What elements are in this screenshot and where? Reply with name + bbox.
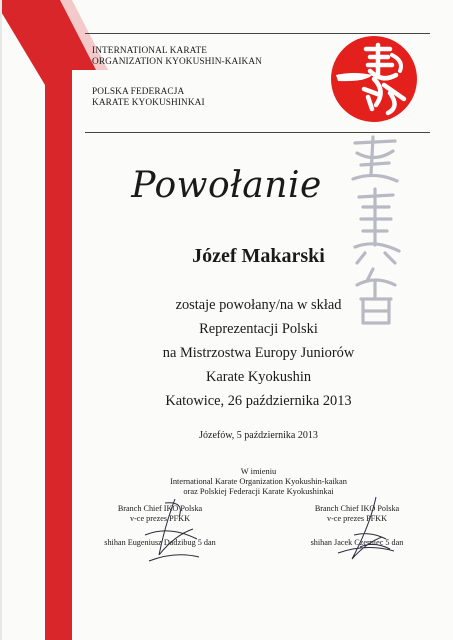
- federation-name: [92, 87, 205, 109]
- handwritten-signature-right: [330, 495, 400, 565]
- recipient-name: Józef Makarski: [192, 245, 325, 267]
- org-name-line1: INTERNATIONAL KARATE: [92, 46, 208, 56]
- handwritten-signature-left: [135, 495, 205, 565]
- signatory-role: Branch Chief IKO Polska: [117, 504, 203, 513]
- on-behalf-of: [0, 467, 453, 497]
- signatory-role-secondary: v-ce prezes PFKK: [326, 514, 388, 523]
- org-name-line2: ORGANIZATION KYOKUSHIN-KAIKAN: [92, 57, 262, 67]
- on-behalf-line3: oraz Polskiej Federacji Karate Kyokushinkai: [183, 487, 334, 496]
- federation-name-line2: KARATE KYOKUSHINKAI: [92, 98, 205, 108]
- signatory-role: Branch Chief IKO Polska: [314, 504, 400, 513]
- top-rule: [85, 33, 430, 34]
- header-rule: [85, 132, 430, 133]
- signatory-role-secondary: v-ce prezes PFKK: [129, 514, 191, 523]
- certificate-title: Powołanie: [131, 165, 322, 206]
- appointment-line: zostaje powołany/na w skład: [175, 297, 342, 313]
- kyokushin-kanku-logo-icon: [330, 35, 418, 123]
- signatory-name: shihan Jacek Czerniec 5 dan: [310, 538, 404, 547]
- signatory-name: shihan Eugeniusz Dadzibug 5 dan: [104, 538, 216, 547]
- team-line: Reprezentacji Polski: [199, 321, 318, 337]
- discipline-line: Karate Kyokushin: [205, 369, 312, 385]
- issue-date: Józefów, 5 października 2013: [199, 430, 318, 441]
- federation-name-line1: POLSKA FEDERACJA: [92, 87, 185, 97]
- event-date-line: Katowice, 26 października 2013: [165, 393, 352, 409]
- event-line: na Mistrzostwa Europy Juniorów: [162, 345, 355, 361]
- org-name: [92, 46, 262, 68]
- on-behalf-line1: W imieniu: [240, 467, 277, 476]
- on-behalf-line2: International Karate Organization Kyokushin-kaikan: [170, 477, 347, 486]
